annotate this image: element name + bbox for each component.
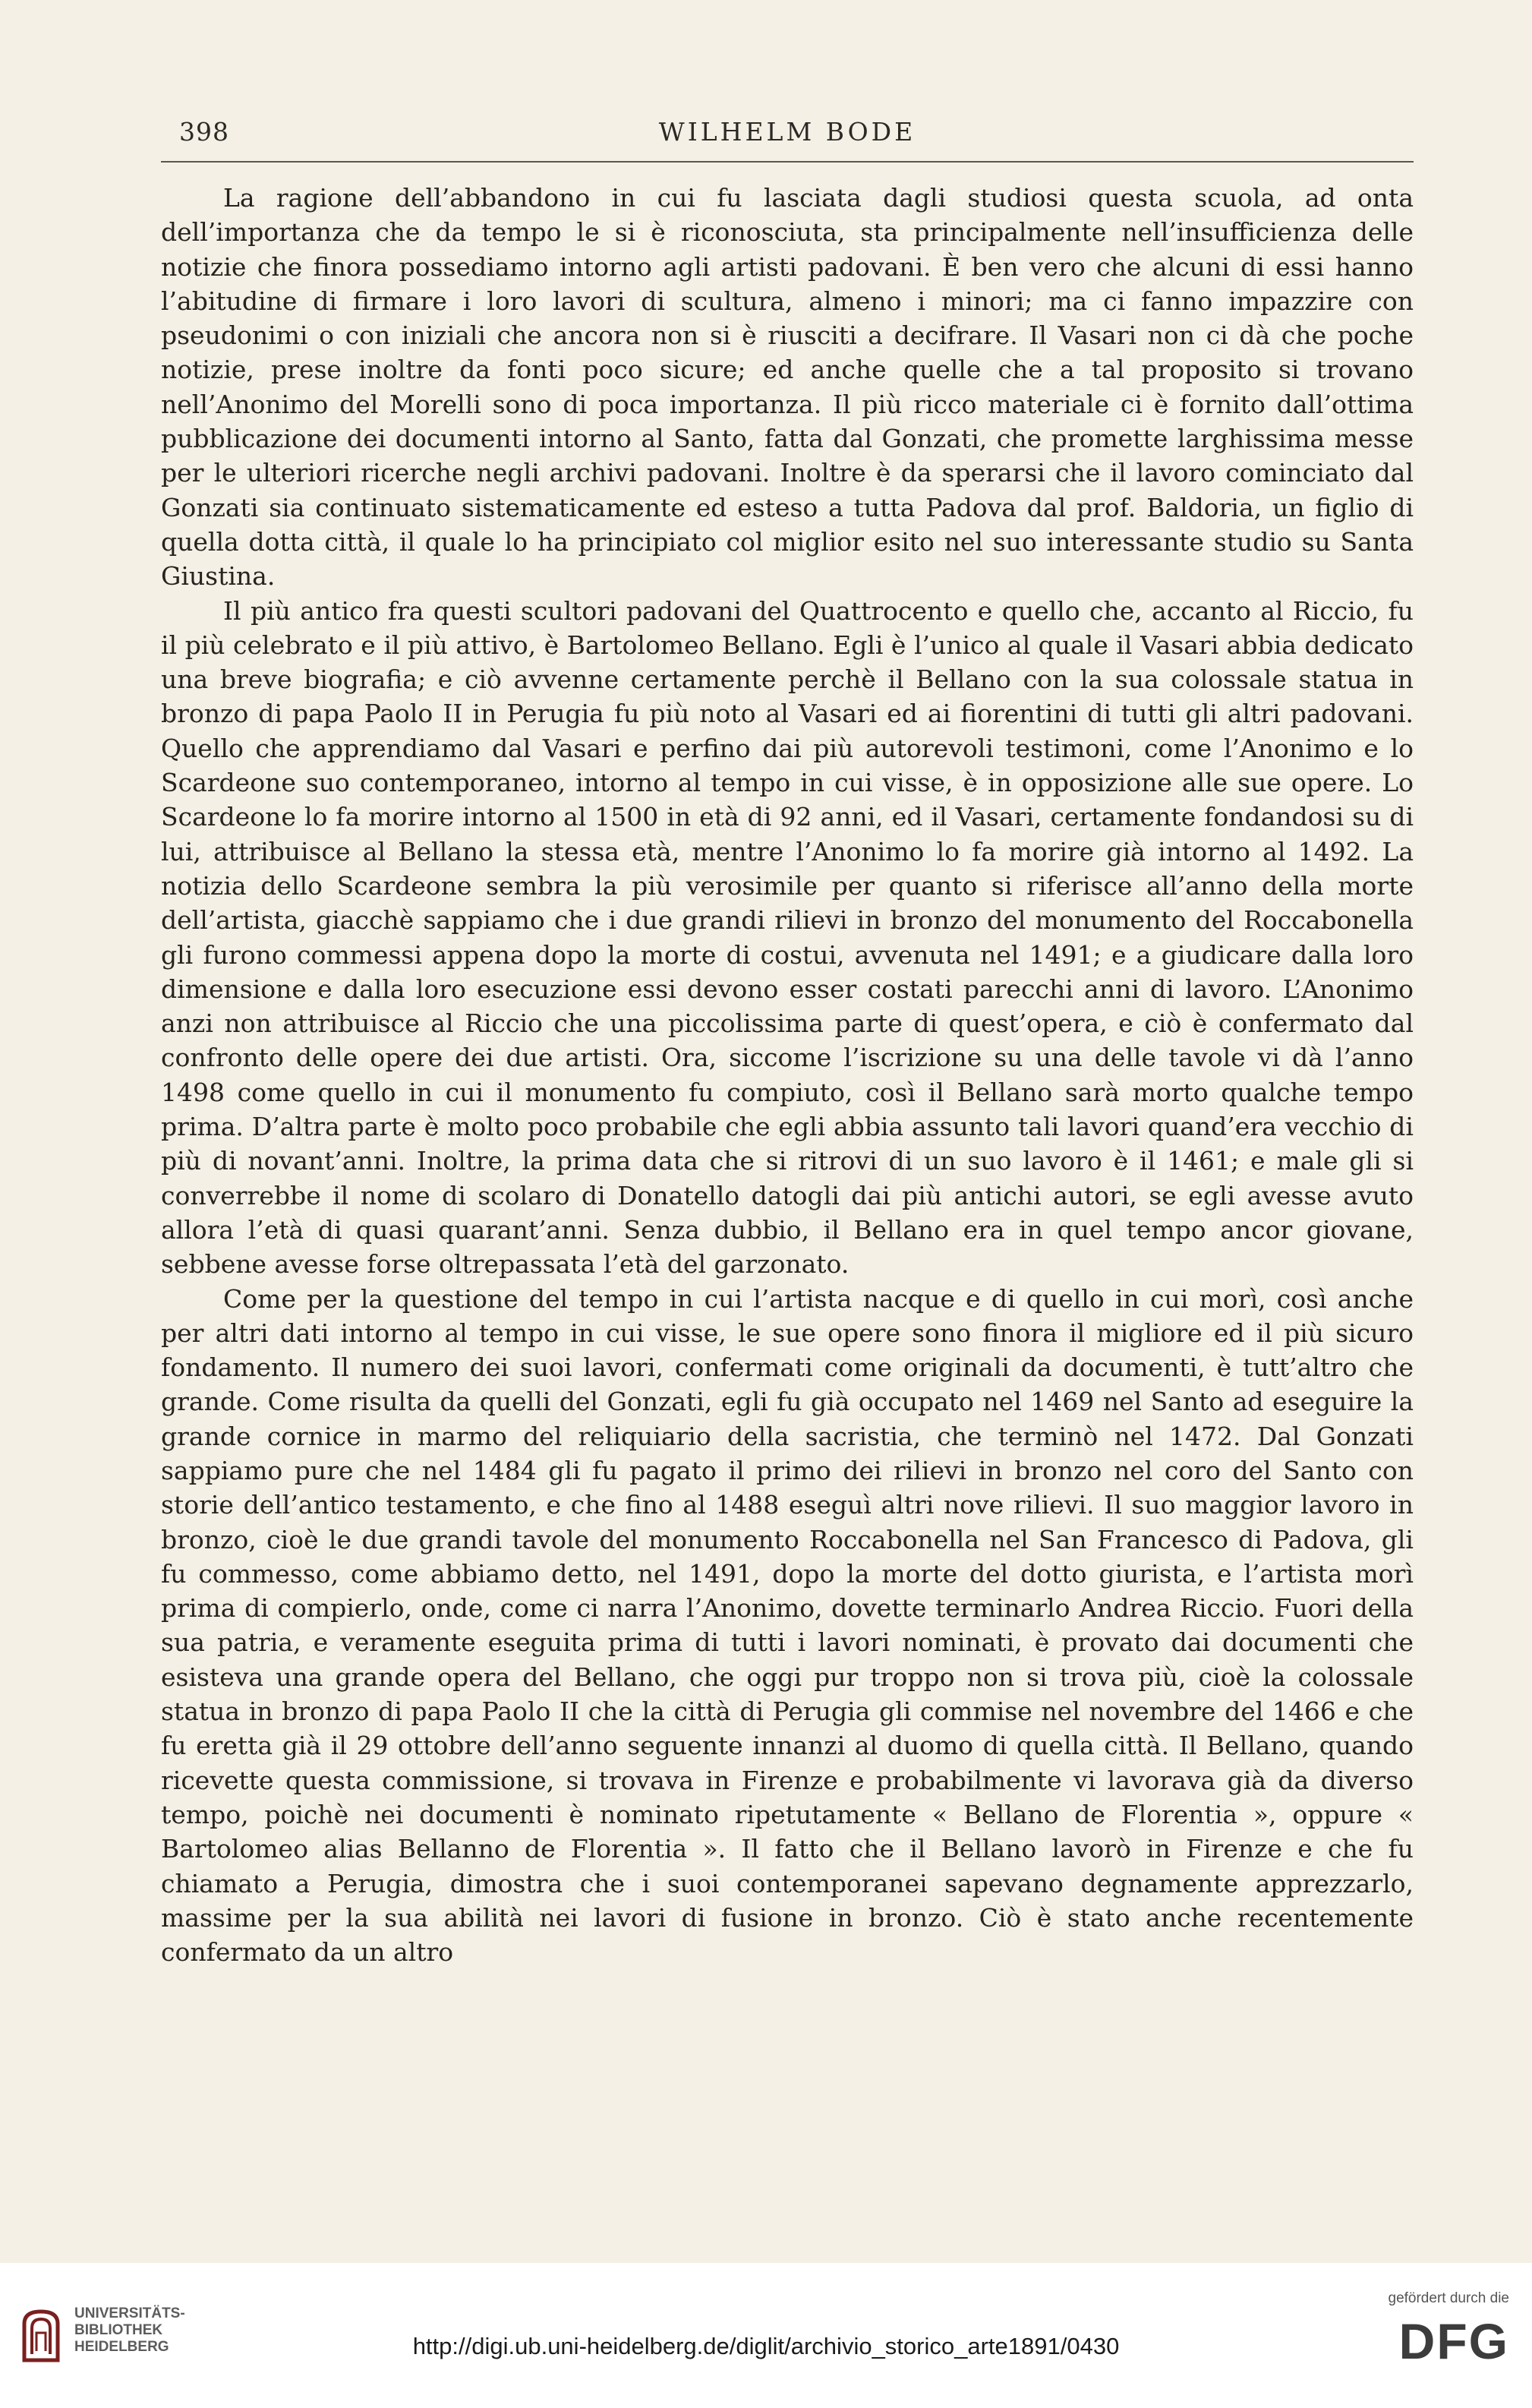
paragraph: Il più antico fra questi scultori padovani del Quattrocento e quello che, accanto al Riccio, fu il più celebrato e il più attivo, è Bartolomeo Bellano. Egli è l’unico al quale il Vasari abbia dedicato una breve biografia; e ciò avvenne certamente perchè il Bellano con la sua colossale statua in bronzo di papa Paolo II in Perugia fu più noto al Vasari ed ai fiorentini di tutti gli altri padovani. Quello che apprendiamo dal Vasari e perfino dai più autorevoli testimoni, come l’Anonimo e lo Scardeone suo contemporaneo, intorno al tempo in cui visse, è in opposizione alle sue opere. Lo Scardeone lo fa morire intorno al 1500 in età di 92 anni, ed il Vasari, certamente fondandosi su di lui, attribuisce al Bellano la stessa età, mentre l’Anonimo lo fa morire già intorno al 1492. La notizia dello Scardeone sembra la più verosimile per quanto si riferisce all’anno della morte dell’artista, giacchè sappiamo che i due grandi rilievi in bronzo del monumento del Roccabonella gli furono commessi appena dopo la morte di costui, avvenuta nel 1491; e a giudicare dalla loro dimensione e dalla loro esecuzione essi devono esser costati parecchi anni di lavoro. L’Anonimo anzi non attribuisce al Riccio che una piccolissima parte di quest’opera, e ciò è confermato dal confronto delle opere dei due artisti. Ora, siccome l’iscrizione su una delle tavole vi dà l’anno 1498 come quello in cui il monumento fu compiuto, così il Bellano sarà morto qualche tempo prima. D’altra parte è molto poco probabile che egli abbia assunto tali lavori quand’era vecchio di più di novant’anni. Inoltre, la prima data che si ritrovi di un suo lavoro è il 1461; e male gli si converrebbe il nome di scolaro di Donatello datogli dai più antichi autori, se egli avesse avuto allora l’età di quasi quarant’anni. Senza dubbio, il Bellano era in quel tempo ancor giovane, sebbene avesse forse oltrepassata l’età del garzonato. <box>161 595 1414 1280</box>
funding-notice <box>1342 2290 1509 2368</box>
body-text <box>161 181 1414 1969</box>
library-name: UNIVERSITÄTS- BIBLIOTHEK HEIDELBERG <box>74 2305 185 2355</box>
funding-label: gefördert durch die <box>1388 2290 1509 2306</box>
digitization-footer <box>0 2263 1532 2408</box>
permalink-url[interactable]: http://digi.ub.uni-heidelberg.de/diglit/archivio_storico_arte1891/0430 <box>412 2333 1120 2359</box>
paragraph: La ragione dell’abbandono in cui fu lasciata dagli studiosi questa scuola, ad onta dell’importanza che da tempo le si è riconosciuta, sta principalmente nell’insufficienza delle notizie che finora possediamo intorno agli artisti padovani. È ben vero che alcuni di essi hanno l’abitudine di firmare i loro lavori di scultura, almeno i minori; ma ci fanno impazzire con pseudonimi o con iniziali che ancora non si è riusciti a decifrare. Il Vasari non ci dà che poche notizie, prese inoltre da fonti poco sicure; ed anche quelle che a tal proposito si trovano nell’Anonimo del Morelli sono di poca importanza. Il più ricco materiale ci è fornito dall’ottima pubblicazione dei documenti intorno al Santo, fatta dal Gonzati, che promette larghissima messe per le ulteriori ricerche negli archivi padovani. Inoltre è da sperarsi che il lavoro cominciato dal Gonzati sia continuato sistematicamente ed esteso a tutta Padova dal prof. Baldoria, un figlio di quella dotta città, il quale lo ha principiato col miglior esito nel suo interessante studio su Santa Giustina. <box>161 183 1414 592</box>
page-header <box>161 114 1414 159</box>
page-number: 398 <box>179 117 229 147</box>
running-head: WILHELM BODE <box>658 117 916 147</box>
paragraph: Come per la questione del tempo in cui l’artista nacque e di quello in cui morì, così anche per altri dati intorno al tempo in cui visse, le sue opere sono finora il migliore ed il più sicuro fondamento. Il numero dei suoi lavori, confermati come originali da documenti, è tutt’altro che grande. Come risulta da quelli del Gonzati, egli fu già occupato nel 1469 nel Santo ad eseguire la grande cornice in marmo del reliquiario della sacristia, che terminò nel 1472. Dal Gonzati sappiamo pure che nel 1484 gli fu pagato il primo dei rilievi in bronzo nel coro del Santo con storie dell’antico testamento, e che fino al 1488 eseguì altri nove rilievi. Il suo maggior lavoro in bronzo, cioè le due grandi tavole del monumento Roccabonella nel San Francesco di Padova, gli fu commesso, come abbiamo detto, nel 1491, dopo la morte del dotto giurista, e l’artista morì prima di compierlo, onde, come ci narra l’Anonimo, dovette terminarlo Andrea Riccio. Fuori della sua patria, e veramente eseguita prima di tutti i lavori nominati, è provato dai documenti che esisteva una grande opera del Bellano, che oggi pur troppo non si trova più, cioè la colossale statua in bronzo di papa Paolo II che la città di Perugia gli commise nel novembre del 1466 e che fu eretta già il 29 ottobre dell’anno seguente innanzi al duomo di quella città. Il Bellano, quando ricevette questa commissione, si trovava in Firenze e probabilmente vi lavorava già da diverso tempo, poichè nei documenti è nominato ripetutamente « Bellano de Florentia », oppure « Bartolomeo alias Bellanno de Florentia ». Il fatto che il Bellano lavorò in Firenze e che fu chiamato a Perugia, dimostra che i suoi contemporanei sapevano degnamente apprezzarlo, massime per la sua abilità nei lavori di fusione in bronzo. Ciò è stato anche recentemente confermato da un altro <box>161 1283 1414 1968</box>
header-rule <box>161 161 1414 163</box>
dfg-logo[interactable]: DFG <box>1398 2313 1509 2369</box>
